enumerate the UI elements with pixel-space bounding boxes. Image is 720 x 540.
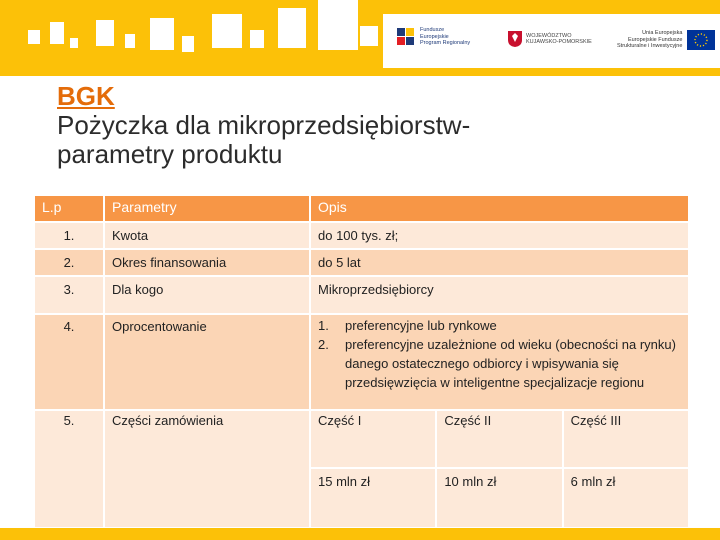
list-item: 2. preferencyjne uzależnione od wieku (obecności na rynku) danego ostatecznego odbiorcy i wpisywania się przedsięwzięcia w inteligentne specjalizacje regionu xyxy=(318,337,676,390)
header-parametry: Parametry xyxy=(104,195,310,222)
row-param: Kwota xyxy=(104,222,310,249)
row-lp: 4. xyxy=(34,314,104,410)
eu-flag-icon xyxy=(687,30,715,50)
table-header-row xyxy=(34,195,689,222)
header-opis: Opis xyxy=(310,195,689,222)
amounts-row: 15 mln zł 10 mln zł 6 mln zł xyxy=(311,467,688,527)
row-lp: 5. xyxy=(34,410,104,528)
title-line-1: Pożyczka dla mikroprzedsiębiorstw- xyxy=(57,110,471,140)
row-param: Oprocentowanie xyxy=(104,314,310,410)
parameters-table xyxy=(33,194,690,529)
title-line-2: parametry produktu xyxy=(57,139,283,169)
coat-of-arms-icon xyxy=(507,30,523,48)
parts-row: Część I Część II Część III xyxy=(311,411,688,467)
list-item: 1. preferencyjne lub rynkowe xyxy=(318,318,497,333)
wojewodztwo-logo: WOJEWÓDZTWO KUJAWSKO-POMORSKIE xyxy=(507,30,592,48)
row-lp: 2. xyxy=(34,249,104,276)
top-banner xyxy=(0,0,720,76)
table-row xyxy=(34,249,689,276)
logo-strip xyxy=(383,14,720,68)
unia-europejska-logo: Unia Europejska Europejskie Fundusze Strukturalne i Inwestycyjne xyxy=(617,30,715,50)
table-row xyxy=(34,276,689,314)
bottom-bar xyxy=(0,528,720,540)
row-opis xyxy=(310,314,689,410)
row-opis: Mikroprzedsiębiorcy xyxy=(310,276,689,314)
row-param: Dla kogo xyxy=(104,276,310,314)
row-opis: do 100 tys. zł; xyxy=(310,222,689,249)
row-param: Części zamówienia xyxy=(104,410,310,528)
row-opis xyxy=(310,410,689,528)
table-row xyxy=(34,222,689,249)
title-org: BGK xyxy=(57,81,115,111)
row-lp: 3. xyxy=(34,276,104,314)
slide-title xyxy=(57,82,657,169)
interest-options-list xyxy=(318,316,688,392)
table-row xyxy=(34,410,689,528)
row-lp: 1. xyxy=(34,222,104,249)
fundusze-europejskie-logo: Fundusze Europejskie Program Regionalny xyxy=(397,26,470,48)
fe-star-icon xyxy=(397,26,417,48)
row-opis: do 5 lat xyxy=(310,249,689,276)
row-param: Okres finansowania xyxy=(104,249,310,276)
table-row xyxy=(34,314,689,410)
header-lp: L.p xyxy=(34,195,104,222)
